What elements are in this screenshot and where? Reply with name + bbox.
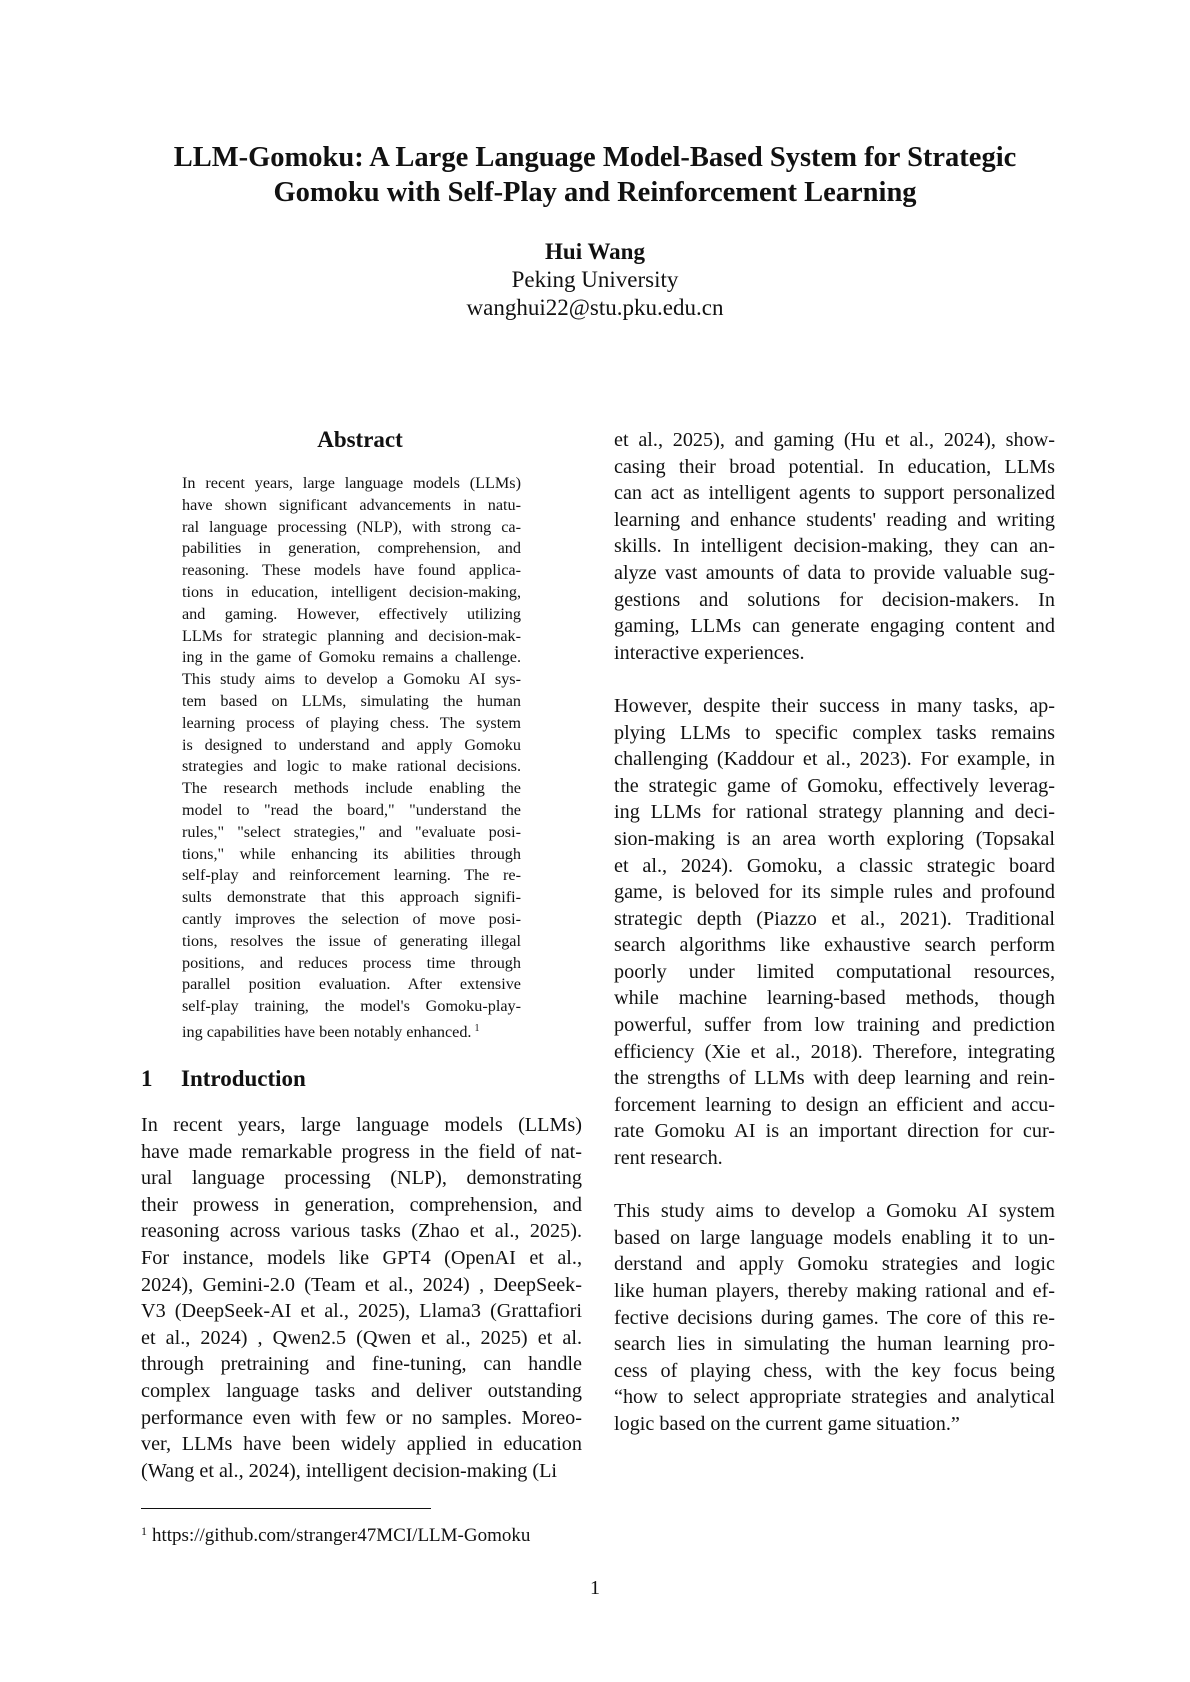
abstract-line: rules," "select strategies," and "evaluate posi- xyxy=(182,822,521,841)
abstract-line: ral language processing (NLP), with strong ca- xyxy=(182,517,521,536)
abstract-line: pabilities in generation, comprehension, and xyxy=(182,539,521,558)
abstract-heading: Abstract xyxy=(317,427,403,452)
text-line: have made remarkable progress in the field of nat- xyxy=(141,1140,582,1163)
text-line: the strategic game of Gomoku, effectively leverag- xyxy=(614,774,1055,797)
text-line: cess of playing chess, with the key focus being xyxy=(614,1359,1055,1382)
title-line: LLM-Gomoku: A Large Language Model-Based System for Strategic xyxy=(173,142,1017,173)
text-line: their prowess in generation, comprehension, and xyxy=(141,1193,582,1216)
left-column-text xyxy=(141,1112,582,1484)
text-line: This study aims to develop a Gomoku AI system xyxy=(614,1200,1055,1223)
abstract-line: model to "read the board," "understand the xyxy=(182,800,521,819)
paragraph xyxy=(614,427,1055,666)
text-line: rent research. xyxy=(614,1147,723,1170)
text-line: can act as intelligent agents to support personalized xyxy=(614,482,1055,505)
text-line: “how to select appropriate strategies and analytical xyxy=(614,1386,1055,1409)
text-line: ural language processing (NLP), demonstrating xyxy=(141,1167,582,1190)
abstract-line: tions, resolves the issue of generating illegal xyxy=(182,931,521,950)
text-line: forcement learning to design an efficient and accu- xyxy=(614,1093,1055,1116)
author-affiliation: Peking University xyxy=(511,267,679,292)
text-line: plying LLMs to specific complex tasks remains xyxy=(614,721,1055,744)
abstract-line: strategies and logic to make rational decisions. xyxy=(182,757,521,776)
abstract-line: This study aims to develop a Gomoku AI sys- xyxy=(182,670,521,689)
author-block xyxy=(300,238,890,322)
title-line: Gomoku with Self-Play and Reinforcement Learning xyxy=(273,177,917,208)
footnote-rule xyxy=(141,1508,431,1509)
text-line: poorly under limited computational resources, xyxy=(614,960,1055,983)
paper-title xyxy=(100,140,1090,210)
text-line: et al., 2024). Gomoku, a classic strategic board xyxy=(614,854,1055,877)
text-line: based on large language models enabling it to un- xyxy=(614,1226,1055,1249)
footnote-link[interactable]: https://github.com/stranger47MCI/LLM-Gomoku xyxy=(152,1525,531,1546)
text-line: ing LLMs for rational strategy planning and deci- xyxy=(614,801,1055,824)
text-line: challenging (Kaddour et al., 2023). For example, in xyxy=(614,748,1055,771)
text-line: For instance, models like GPT4 (OpenAI et al., xyxy=(141,1246,582,1269)
abstract-line: have shown significant advancements in natu- xyxy=(182,495,521,514)
text-line: However, despite their success in many tasks, ap- xyxy=(614,694,1055,717)
text-line: powerful, suffer from low training and prediction xyxy=(614,1014,1055,1037)
abstract-line: sults demonstrate that this approach signifi- xyxy=(182,888,521,907)
text-line: alyze vast amounts of data to provide valuable sug- xyxy=(614,561,1055,584)
right-column-text xyxy=(614,427,1055,1438)
abstract-line-text: ing capabilities have been notably enhanced. xyxy=(182,1022,472,1041)
footnote-marker: 1 xyxy=(141,1524,147,1538)
text-line: gaming, LLMs can generate engaging content and xyxy=(614,615,1055,638)
abstract-line: The research methods include enabling the xyxy=(182,779,521,798)
text-line: fective decisions during games. The core of this re- xyxy=(614,1306,1055,1329)
abstract-line: is designed to understand and apply Gomoku xyxy=(182,735,521,754)
abstract-line: and gaming. However, effectively utilizing xyxy=(182,604,521,623)
abstract-line: cantly improves the selection of move posi- xyxy=(182,909,521,928)
text-line: strategic depth (Piazzo et al., 2021). Traditional xyxy=(614,907,1055,930)
text-line: complex language tasks and deliver outstanding xyxy=(141,1379,582,1402)
text-line: logic based on the current game situation.” xyxy=(614,1412,960,1435)
footnote xyxy=(141,1519,530,1548)
section-heading xyxy=(141,1065,306,1093)
text-line: performance even with few or no samples. Moreo- xyxy=(141,1406,582,1429)
text-line: gestions and solutions for decision-makers. In xyxy=(614,588,1055,611)
text-line: casing their broad potential. In education, LLMs xyxy=(614,455,1055,478)
abstract-line: tions," while enhancing its abilities through xyxy=(182,844,521,863)
abstract-line: In recent years, large language models (LLMs) xyxy=(182,474,521,492)
paragraph xyxy=(614,1198,1055,1437)
author-name: Hui Wang xyxy=(545,239,645,264)
paragraph xyxy=(614,693,1055,1172)
abstract-line: learning process of playing chess. The system xyxy=(182,713,521,732)
section-number: 1 xyxy=(141,1066,153,1091)
text-line: learning and enhance students' reading and writing xyxy=(614,508,1055,531)
text-line: reasoning across various tasks (Zhao et al., 2025). xyxy=(141,1220,582,1243)
text-line: rate Gomoku AI is an important direction for cur- xyxy=(614,1120,1055,1143)
text-line: In recent years, large language models (LLMs) xyxy=(141,1114,582,1136)
text-line: 2024), Gemini-2.0 (Team et al., 2024) , DeepSeek- xyxy=(141,1273,582,1296)
abstract-line: self-play and reinforcement learning. The re- xyxy=(182,866,521,885)
page-number: 1 xyxy=(590,1577,600,1599)
abstract-line xyxy=(182,1018,521,1040)
text-line: search algorithms like exhaustive search perform xyxy=(614,934,1055,957)
text-line: derstand and apply Gomoku strategies and logic xyxy=(614,1253,1055,1276)
abstract-line: parallel position evaluation. After extensive xyxy=(182,975,521,994)
abstract-line: tem based on LLMs, simulating the human xyxy=(182,691,521,710)
text-line: search lies in simulating the human learning pro- xyxy=(614,1333,1055,1356)
section-title: Introduction xyxy=(181,1066,306,1091)
abstract-line: tions in education, intelligent decision-making, xyxy=(182,582,521,601)
footnote-ref[interactable]: 1 xyxy=(474,1022,480,1034)
text-line: interactive experiences. xyxy=(614,641,805,664)
text-line: et al., 2024) , Qwen2.5 (Qwen et al., 2025) et al. xyxy=(141,1326,582,1349)
author-email[interactable]: wanghui22@stu.pku.edu.cn xyxy=(466,295,724,320)
text-line: the strengths of LLMs with deep learning and rein- xyxy=(614,1067,1055,1090)
abstract-line: reasoning. These models have found applica- xyxy=(182,561,521,580)
abstract-line: positions, and reduces process time through xyxy=(182,953,521,972)
text-line: sion-making is an area worth exploring (Topsakal xyxy=(614,827,1055,850)
text-line: while machine learning-based methods, though xyxy=(614,987,1055,1010)
text-line: skills. In intelligent decision-making, they can an- xyxy=(614,535,1055,558)
abstract-line: self-play training, the model's Gomoku-play- xyxy=(182,997,521,1016)
text-line: et al., 2025), and gaming (Hu et al., 2024), show- xyxy=(614,429,1055,451)
text-line: ver, LLMs have been widely applied in education xyxy=(141,1433,582,1456)
text-line: like human players, thereby making rational and ef- xyxy=(614,1280,1055,1302)
abstract-line: ing in the game of Gomoku remains a challenge. xyxy=(182,648,521,667)
abstract-line: LLMs for strategic planning and decision-mak- xyxy=(182,626,521,645)
text-line: (Wang et al., 2024), intelligent decision-making (Li xyxy=(141,1459,558,1482)
abstract-body xyxy=(182,473,521,1040)
paragraph xyxy=(141,1112,582,1484)
text-line: efficiency (Xie et al., 2018). Therefore, integrating xyxy=(614,1040,1055,1063)
text-line: V3 (DeepSeek-AI et al., 2025), Llama3 (Grattafiori xyxy=(141,1300,582,1323)
text-line: game, is beloved for its simple rules and profound xyxy=(614,881,1055,904)
text-line: through pretraining and fine-tuning, can handle xyxy=(141,1353,582,1376)
